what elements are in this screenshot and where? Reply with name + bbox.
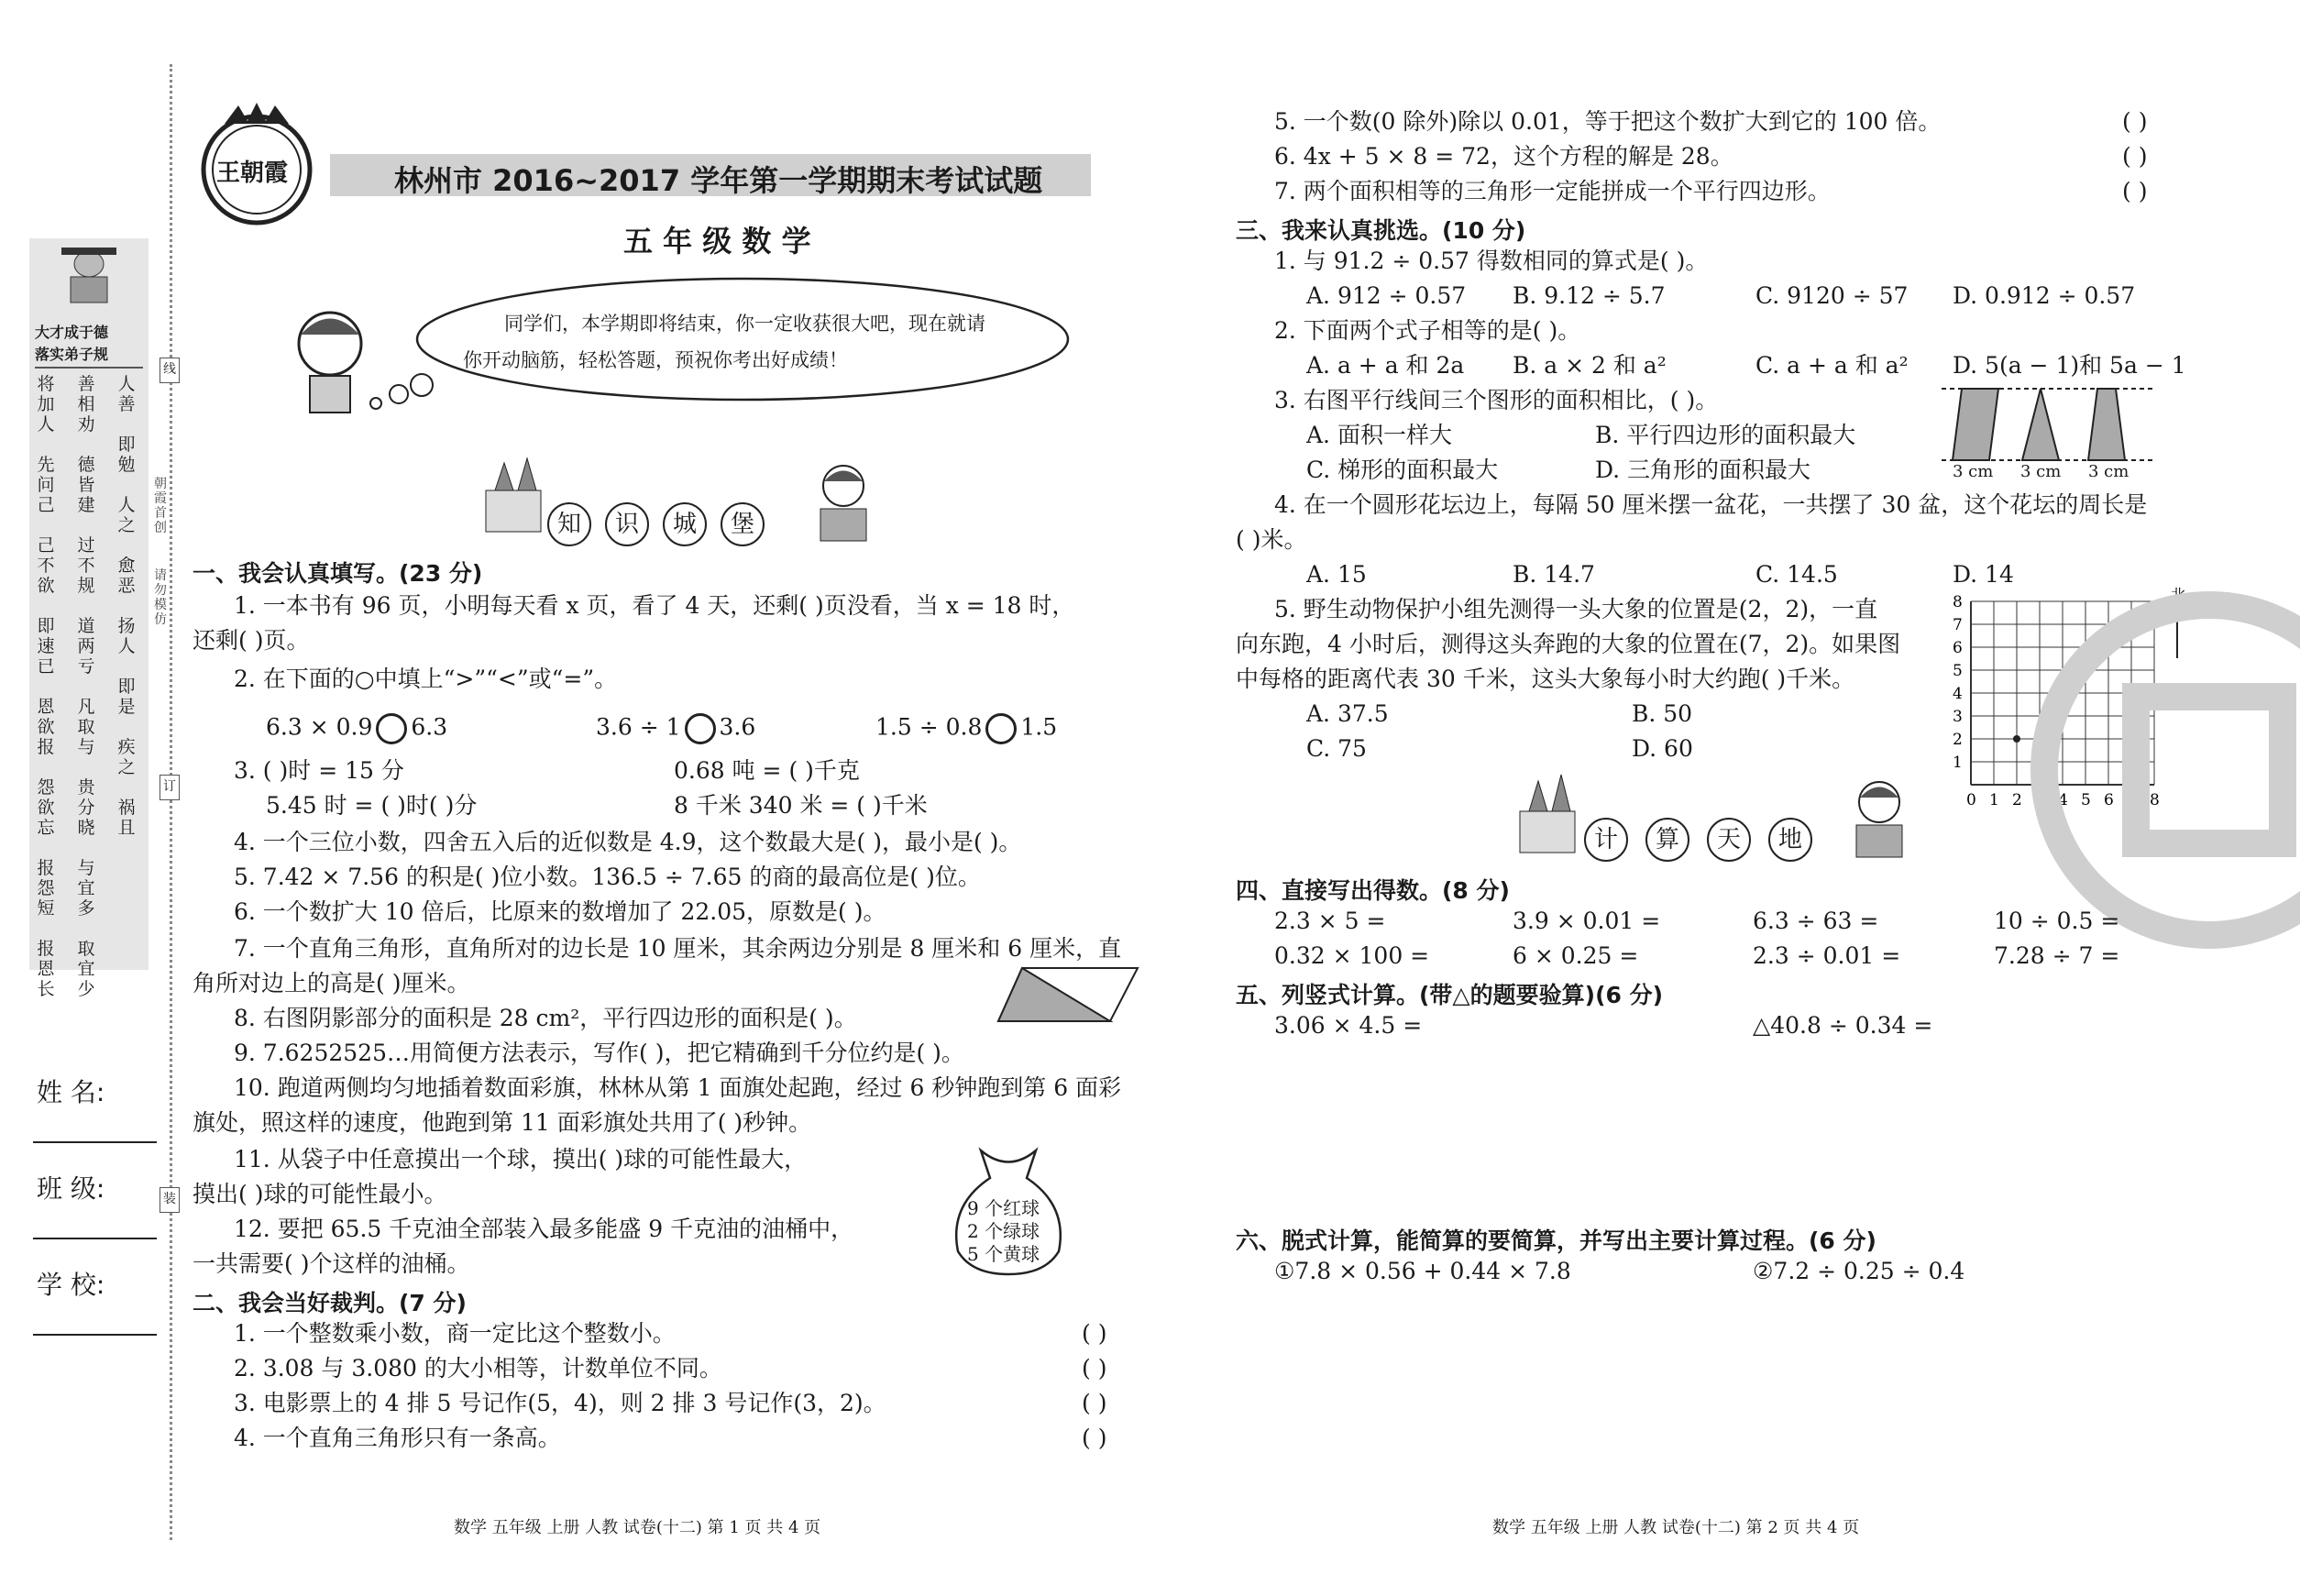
question-text: 旗处，照这样的速度，他跑到第 11 面彩旗处共用了( )秒钟。 — [193, 1109, 812, 1136]
compare-circle[interactable] — [685, 713, 716, 744]
name-field[interactable] — [33, 1141, 157, 1143]
name-label: 姓 名: — [37, 1077, 105, 1107]
choice-question: 3. 右图平行线间三个图形的面积相比，( )。 — [1274, 387, 1719, 413]
question-text: 一共需要( )个这样的油桶。 — [193, 1250, 470, 1277]
y-tick-label: 4 — [1953, 685, 1963, 703]
figure-label: 3 cm — [2088, 462, 2129, 481]
compare-item — [875, 713, 1057, 744]
compare-left: 3.6 ÷ 1 — [596, 713, 681, 741]
judge-item: 3. 电影票上的 4 排 5 号记作(5，4)，则 2 排 3 号记作(3，2)。 — [234, 1390, 886, 1416]
calc-item: 0.32 × 100 = — [1274, 942, 1430, 969]
banner-char: 计 — [1584, 818, 1628, 862]
watermark-seal — [2026, 587, 2300, 953]
binding-mark: 线 — [160, 358, 180, 383]
y-tick-label: 1 — [1953, 754, 1963, 772]
question-text: 摸出( )球的可能性最小。 — [193, 1181, 447, 1207]
bag-label: 2 个绿球 — [967, 1220, 1040, 1242]
calc-item: △40.8 ÷ 0.34 = — [1753, 1012, 1933, 1039]
motto-line: 落实弟子规 — [35, 346, 109, 363]
question-text: 9. 7.6252525…用简便方法表示，写作( )，把它精确到千分位约是( )。 — [234, 1040, 964, 1066]
intro-text: 同学们，本学期即将结束，你一定收获很大吧，现在就请 — [504, 313, 985, 335]
choice-question: 5. 野生动物保护小组先测得一头大象的位置是(2，2)，一直 — [1274, 596, 1878, 622]
choice-option[interactable]: D. 0.912 ÷ 0.57 — [1953, 282, 2136, 309]
x-tick-label: 0 — [1966, 791, 1976, 809]
x-tick-label: 3 — [2035, 791, 2045, 809]
section-title: 一、我会认真填写。(23 分) — [193, 560, 483, 587]
compare-circle[interactable] — [985, 713, 1017, 744]
choice-option[interactable]: C. 梯形的面积最大 — [1306, 457, 1499, 483]
section-title: 五、列竖式计算。(带△的题要验算)(6 分) — [1236, 982, 1664, 1008]
question-text: 4. 一个三位小数，四舍五入后的近似数是 4.9，这个数最大是( )，最小是( )。 — [234, 829, 1022, 855]
banner-char: 天 — [1707, 818, 1751, 862]
section-title: 三、我来认真挑选。(10 分) — [1236, 217, 1526, 244]
judge-item: 2. 3.08 与 3.080 的大小相等，计数单位不同。 — [234, 1355, 722, 1381]
motto-line: 大才成于德 — [35, 324, 109, 341]
banner-char: 地 — [1768, 818, 1812, 862]
choice-option[interactable]: A. 面积一样大 — [1306, 422, 1452, 448]
reading-boy-icon — [802, 458, 885, 545]
calc-item: ②7.2 ÷ 0.25 ÷ 0.4 — [1753, 1258, 1965, 1284]
question-text: 12. 要把 65.5 千克油全部装入最多能盛 9 千克油的油桶中， — [234, 1216, 854, 1242]
question-text: 0.68 吨 = ( )千克 — [674, 757, 860, 784]
x-tick-label: 7 — [2127, 791, 2137, 809]
choice-option[interactable]: A. 912 ÷ 0.57 — [1306, 282, 1467, 309]
compare-item — [266, 713, 447, 744]
banner-char: 算 — [1645, 818, 1689, 862]
choice-option[interactable]: A. 15 — [1306, 561, 1367, 588]
question-text: 2. 在下面的○中填上“>”“<”或“=”。 — [234, 666, 618, 692]
choice-option[interactable]: A. a + a 和 2a — [1306, 352, 1465, 379]
binding-mark: 装 — [160, 1187, 180, 1213]
choice-question: 4. 在一个圆形花坛边上，每隔 50 厘米摆一盆花，一共摆了 30 盆，这个花坛的周长是 — [1274, 491, 2148, 518]
calc-item: 10 ÷ 0.5 = — [1994, 908, 2120, 934]
question-text: 还剩( )页。 — [193, 627, 310, 654]
question-text: 5. 7.42 × 7.56 的积是( )位小数。136.5 ÷ 7.65 的商的最高位是( )位。 — [234, 864, 981, 890]
question-text: 8 千米 340 米 = ( )千米 — [674, 792, 928, 819]
choice-question: ( )米。 — [1236, 526, 1307, 553]
calc-item: ①7.8 × 0.56 + 0.44 × 7.8 — [1274, 1258, 1571, 1284]
page-title: 林州市 2016~2017 学年第一学期期末考试试题 — [394, 163, 1043, 198]
north-label: 北 — [2171, 586, 2186, 603]
choice-option[interactable]: D. 14 — [1953, 561, 2014, 588]
section-title: 六、脱式计算，能简算的要简算，并写出主要计算过程。(6 分) — [1236, 1227, 1876, 1254]
page-footer: 数学 五年级 上册 人教 试卷(十二) 第 2 页 共 4 页 — [1492, 1518, 1860, 1537]
brand-logo-text: 王朝霞 — [216, 160, 289, 187]
judge-item: 5. 一个数(0 除外)除以 0.01，等于把这个数扩大到它的 100 倍。 — [1274, 108, 1942, 135]
banner-char: 城 — [663, 502, 707, 546]
question-text: 3. ( )时 = 15 分 — [234, 757, 404, 784]
choice-option[interactable]: C. 75 — [1306, 735, 1367, 762]
castle-icon — [1511, 770, 1584, 857]
judge-item: 4. 一个直角三角形只有一条高。 — [234, 1425, 561, 1451]
x-tick-label: 6 — [2104, 791, 2114, 809]
y-tick-label: 7 — [1953, 616, 1963, 634]
page-footer: 数学 五年级 上册 人教 试卷(十二) 第 1 页 共 4 页 — [454, 1518, 821, 1537]
answer-paren[interactable]: ( ) — [1082, 1320, 1107, 1347]
banner-char: 知 — [547, 502, 591, 546]
boy-illustration — [275, 303, 431, 422]
motto-column: 善相劝 德皆建 过不规 道两亏 凡取与 贵分晓 与宜多 取宜少 — [77, 374, 95, 999]
choice-option[interactable]: D. 5(a − 1)和 5a − 1 — [1953, 352, 2186, 379]
school-field[interactable] — [33, 1334, 157, 1336]
answer-paren[interactable]: ( ) — [1082, 1425, 1107, 1451]
choice-question: 中每格的距离代表 30 千米，这头大象每小时大约跑( )千米。 — [1236, 666, 1855, 692]
bag-label: 9 个红球 — [967, 1197, 1040, 1219]
compare-left: 6.3 × 0.9 — [266, 713, 373, 741]
question-text: 11. 从袋子中任意摸出一个球，摸出( )球的可能性最大， — [234, 1146, 808, 1172]
calc-item: 2.3 ÷ 0.01 = — [1753, 942, 1901, 969]
question-text: 6. 一个数扩大 10 倍后，比原来的数增加了 22.05，原数是( )。 — [234, 898, 886, 925]
x-tick-label: 5 — [2081, 791, 2091, 809]
section-title: 四、直接写出得数。(8 分) — [1236, 877, 1510, 904]
y-tick-label: 6 — [1953, 639, 1963, 657]
calc-item: 6 × 0.25 = — [1513, 942, 1639, 969]
compare-item — [596, 713, 755, 744]
answer-paren[interactable]: ( ) — [2122, 178, 2148, 204]
y-tick-label: 2 — [1953, 731, 1963, 749]
choice-option[interactable]: B. 平行四边形的面积最大 — [1595, 422, 1856, 448]
castle-icon — [477, 454, 550, 536]
sidebar-motto-panel — [29, 238, 149, 999]
x-tick-label: 2 — [2012, 791, 2022, 809]
compare-right: 1.5 — [1020, 713, 1058, 741]
answer-paren[interactable]: ( ) — [2122, 108, 2148, 135]
binding-line — [170, 64, 172, 1540]
choice-option[interactable]: A. 37.5 — [1306, 700, 1389, 727]
figure-label: 3 cm — [2020, 462, 2062, 481]
x-tick-label: 1 — [1989, 791, 1999, 809]
banner-char: 堡 — [721, 502, 765, 546]
vertical-note: 朝霞首创 — [154, 477, 167, 535]
question-text: 1. 一本书有 96 页，小明每天看 x 页，看了 4 天，还剩( )页没看，当 x = 18 时， — [234, 592, 1075, 619]
calc-item: 6.3 ÷ 63 = — [1753, 908, 1879, 934]
choice-option[interactable]: C. 14.5 — [1755, 561, 1838, 588]
y-tick-label: 8 — [1953, 593, 1963, 611]
choice-option[interactable]: D. 60 — [1632, 735, 1693, 762]
parallel-shapes-figure — [1942, 383, 2152, 468]
section-title: 二、我会当好裁判。(7 分) — [193, 1290, 467, 1316]
x-tick-label: 8 — [2150, 791, 2160, 809]
calc-item: 3.9 × 0.01 = — [1513, 908, 1661, 934]
question-text: 7. 一个直角三角形，直角所对的边长是 10 厘米，其余两边分别是 8 厘米和 6 厘米，直 — [234, 935, 1122, 962]
compare-left: 1.5 ÷ 0.8 — [875, 713, 983, 741]
answer-paren[interactable]: ( ) — [2122, 143, 2148, 170]
figure-label: 3 cm — [1953, 462, 1994, 481]
choice-question: 2. 下面两个式子相等的是( )。 — [1274, 317, 1581, 344]
intro-text: 你开动脑筋，轻松答题，预祝你考出好成绩！ — [463, 349, 848, 371]
elephant-point — [2013, 735, 2020, 743]
bag-label: 5 个黄球 — [967, 1243, 1040, 1265]
choice-option[interactable]: B. a × 2 和 a² — [1513, 352, 1667, 379]
question-text: 10. 跑道两侧均匀地插着数面彩旗，林林从第 1 面旗处起跑，经过 6 秒钟跑到第 6 面彩 — [234, 1074, 1122, 1101]
choice-option[interactable]: B. 50 — [1632, 700, 1693, 727]
class-label: 班 级: — [37, 1173, 105, 1204]
calc-item: 7.28 ÷ 7 = — [1994, 942, 2120, 969]
y-tick-label: 3 — [1953, 708, 1963, 726]
parallelogram-figure — [995, 964, 1141, 1025]
choice-option[interactable]: B. 9.12 ÷ 5.7 — [1513, 282, 1666, 309]
vertical-note: 请勿模仿 — [154, 568, 167, 627]
answer-paren[interactable]: ( ) — [1082, 1390, 1107, 1416]
thought-bubble — [413, 275, 1073, 403]
question-text: 8. 右图阴影部分的面积是 28 cm²，平行四边形的面积是( )。 — [234, 1005, 857, 1031]
answer-paren[interactable]: ( ) — [1082, 1355, 1107, 1381]
choice-question: 向东跑，4 小时后，测得这头奔跑的大象的位置在(7，2)。如果图 — [1236, 631, 1901, 657]
class-field[interactable] — [33, 1238, 157, 1239]
choice-option[interactable]: B. 14.7 — [1513, 561, 1595, 588]
choice-question: 1. 与 91.2 ÷ 0.57 得数相同的算式是( )。 — [1274, 248, 1709, 274]
reading-boy-icon — [1838, 775, 1920, 862]
judge-item: 1. 一个整数乘小数，商一定比这个整数小。 — [234, 1320, 676, 1347]
calc-item: 2.3 × 5 = — [1274, 908, 1386, 934]
school-label: 学 校: — [37, 1270, 105, 1300]
compare-right: 6.3 — [411, 713, 448, 741]
choice-option[interactable]: D. 三角形的面积最大 — [1595, 457, 1811, 483]
calc-item: 3.06 × 4.5 = — [1274, 1012, 1423, 1039]
compare-circle[interactable] — [376, 713, 407, 744]
subject-title: 五 年 级 数 学 — [623, 224, 811, 259]
y-tick-label: 5 — [1953, 662, 1963, 680]
scholar-illustration — [52, 244, 126, 308]
x-tick-label: 4 — [2058, 791, 2068, 809]
choice-option[interactable]: C. a + a 和 a² — [1755, 352, 1909, 379]
choice-option[interactable]: C. 9120 ÷ 57 — [1755, 282, 1909, 309]
judge-item: 7. 两个面积相等的三角形一定能拼成一个平行四边形。 — [1274, 178, 1831, 204]
binding-mark: 订 — [160, 775, 180, 800]
motto-column: 人善 即勉 人之 愈恶 扬人 即是 疾之 祸且 — [117, 374, 136, 838]
question-text: 角所对边上的高是( )厘米。 — [193, 970, 470, 996]
question-text: 5.45 时 = ( )时( )分 — [266, 792, 478, 819]
judge-item: 6. 4x + 5 × 8 = 72，这个方程的解是 28。 — [1274, 143, 1733, 170]
motto-column: 将加人 先问己 己不欲 即速已 恩欲报 怨欲忘 报怨短 报恩长 — [37, 374, 55, 999]
banner-char: 识 — [605, 502, 649, 546]
compare-right: 3.6 — [719, 713, 756, 741]
